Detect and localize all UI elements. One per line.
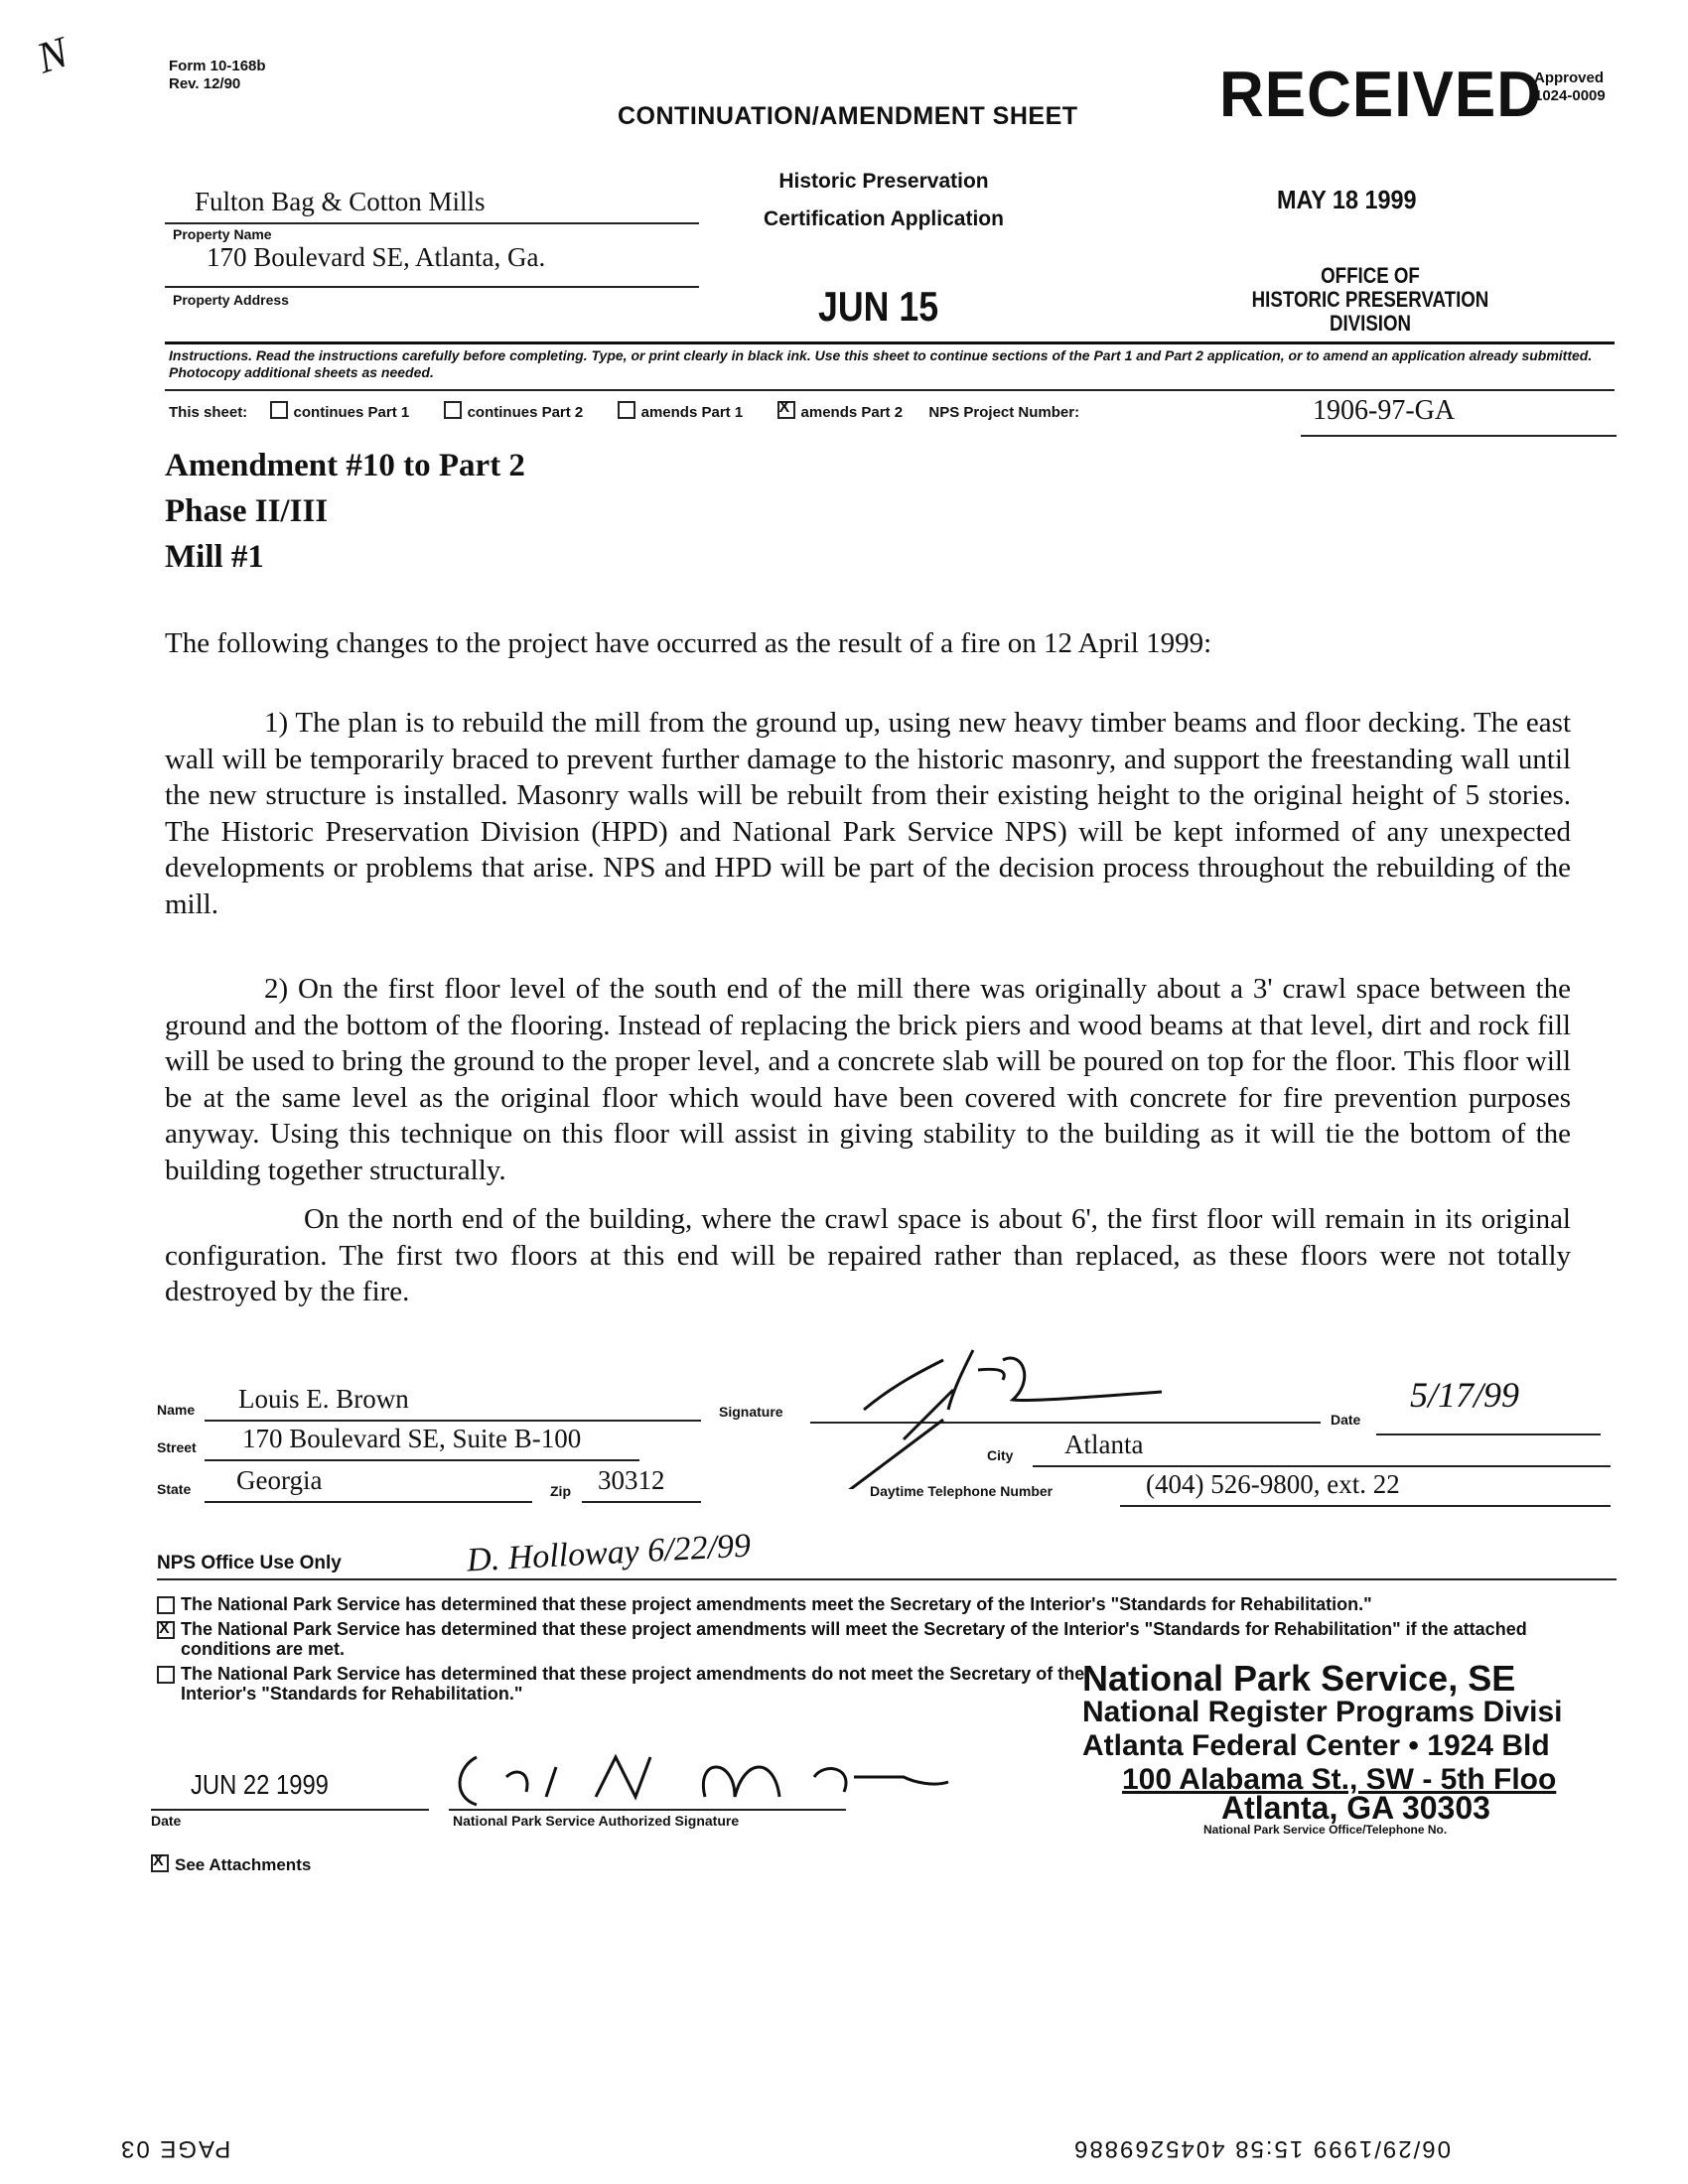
phone-label: Daytime Telephone Number bbox=[870, 1483, 1054, 1499]
determination-meets[interactable] bbox=[157, 1594, 1587, 1614]
checkbox-icon bbox=[618, 401, 635, 419]
nps-office-label: NPS Office Use Only bbox=[157, 1553, 342, 1573]
heading-line3: Mill #1 bbox=[165, 539, 264, 575]
form-title: CONTINUATION/AMENDMENT SHEET bbox=[618, 102, 1078, 130]
determination-text: The National Park Service has determined that these project amendments will meet the Secretary of the Interior's "Standards for Rehabilitation" if the attached conditions are met. bbox=[181, 1619, 1527, 1659]
option-continues-part2[interactable] bbox=[444, 404, 584, 421]
determination-does-not-meet[interactable] bbox=[157, 1664, 1110, 1704]
property-address-label: Property Address bbox=[173, 292, 289, 308]
determination-text: The National Park Service has determined that these project amendments meet the Secretary of the Interior's "Standards for Rehabilitation." bbox=[181, 1594, 1372, 1614]
nps-stamp-line4: 100 Alabama St., SW - 5th Floo bbox=[1122, 1763, 1557, 1796]
nps-address-stamp bbox=[1082, 1658, 1638, 1826]
option-amends-part2[interactable] bbox=[777, 404, 904, 421]
checkbox-icon bbox=[157, 1596, 175, 1614]
subtitle-line1: Historic Preservation bbox=[778, 170, 989, 193]
nps-handwritten-note: D. Holloway 6/22/99 bbox=[466, 1527, 752, 1579]
applicant-date: 5/17/99 bbox=[1410, 1375, 1520, 1415]
option-label: amends Part 2 bbox=[800, 404, 904, 421]
corner-mark: N bbox=[31, 27, 74, 83]
item1-paragraph: 1) The plan is to rebuild the mill from the ground up, using new heavy timber beams and floor decking. The east wall will be temporarily braced to prevent further damage to the historic masonry, and support the freestanding wall until the new structure is installed. Masonry walls will be rebuilt from their existing height to the original height of 5 stories. The Historic Preservation Division (HPD) and National Park Service NPS) will be kept informed of any unexpected developments or problems that arise. NPS and HPD will be part of the decision process throughout the rebuilding of the mill. bbox=[165, 707, 1571, 920]
city-label: City bbox=[987, 1447, 1014, 1463]
this-sheet-row bbox=[169, 401, 1079, 421]
checked-box-icon bbox=[777, 401, 795, 419]
property-name: Fulton Bag & Cotton Mills bbox=[195, 187, 486, 216]
form-number: Form 10-168b bbox=[169, 58, 266, 74]
see-attachments[interactable] bbox=[151, 1854, 311, 1875]
option-continues-part1[interactable] bbox=[270, 404, 410, 421]
determination-text: The National Park Service has determined that these project amendments do not meet the Secretary of the Interior's "Standards for Rehabilitation." bbox=[181, 1664, 1085, 1704]
form-revision: Rev. 12/90 bbox=[169, 75, 241, 92]
omb-approved: Approved bbox=[1534, 69, 1605, 86]
this-sheet-label: This sheet: bbox=[169, 404, 248, 421]
applicant-zip: 30312 bbox=[598, 1465, 665, 1495]
applicant-street: 170 Boulevard SE, Suite B-100 bbox=[242, 1424, 582, 1453]
omb-block bbox=[1534, 69, 1606, 105]
nps-stamp-line3: Atlanta Federal Center • 1924 Bld bbox=[1082, 1729, 1550, 1762]
checked-box-icon bbox=[151, 1854, 169, 1872]
option-label: continues Part 2 bbox=[467, 404, 584, 421]
nps-office-tel-label: National Park Service Office/Telephone No. bbox=[1203, 1823, 1448, 1837]
fax-footer-page: PAGE 03 bbox=[119, 2135, 231, 2162]
applicant-name: Louis E. Brown bbox=[238, 1384, 409, 1414]
signature-label: Signature bbox=[719, 1404, 783, 1420]
item2b-paragraph: On the north end of the building, where the crawl space is about 6', the first floor will remain in its original configuration. The first two floors at this end will be repaired rather than replaced, as these floors were not totally destroyed by the fire. bbox=[165, 1203, 1571, 1307]
state-label: State bbox=[157, 1481, 192, 1497]
name-label: Name bbox=[157, 1402, 196, 1418]
subtitle-line2: Certification Application bbox=[764, 207, 1004, 230]
project-number: 1906-97-GA bbox=[1313, 395, 1456, 426]
checkbox-icon bbox=[157, 1666, 175, 1684]
determination-will-meet[interactable] bbox=[157, 1619, 1587, 1659]
form-subtitle bbox=[735, 163, 1033, 238]
applicant-phone: (404) 526-9800, ext. 22 bbox=[1146, 1469, 1400, 1499]
checkbox-icon bbox=[270, 401, 288, 419]
amendment-heading bbox=[165, 443, 525, 580]
applicant-state: Georgia bbox=[236, 1465, 323, 1495]
received-office-line2: HISTORIC PRESERVATION DIVISION bbox=[1251, 287, 1489, 336]
received-office-line1: OFFICE OF bbox=[1321, 263, 1420, 288]
instructions: Instructions. Read the instructions carefully before completing. Type, or print clearly in black ink. Use this sheet to continue sections of the Part 1 and Part 2 application, or to amend an application already submitted. Photocopy additional sheets as needed. bbox=[169, 347, 1593, 380]
option-label: continues Part 1 bbox=[293, 404, 410, 421]
omb-number: 1024-0009 bbox=[1534, 87, 1606, 104]
item2-paragraph: 2) On the first floor level of the south end of the mill there was originally about a 3' crawl space between the ground and the bottom of the flooring. Instead of replacing the brick piers and wood beams at that level, dirt and rock fill will be used to bring the ground to the proper level, and a concrete slab will be poured on top for the floor. This floor will be at the same level as the original floor which would have been covered with concrete for fire prevention purposes anyway. Using this technique on this floor will assist in giving stability to the building as it will tie the bottom of the building together structurally. bbox=[165, 973, 1571, 1186]
form-number-block bbox=[169, 58, 266, 93]
date-label: Date bbox=[1331, 1412, 1361, 1428]
received-stamp: RECEIVED bbox=[1219, 59, 1542, 131]
option-amends-part1[interactable] bbox=[618, 404, 744, 421]
heading-line2: Phase II/III bbox=[165, 493, 329, 529]
property-name-label: Property Name bbox=[173, 226, 272, 242]
jun15-stamp: JUN 15 bbox=[818, 283, 939, 330]
received-date: MAY 18 1999 bbox=[1277, 185, 1417, 214]
nps-stamp-line2: National Register Programs Divisi bbox=[1082, 1696, 1563, 1728]
checkbox-icon bbox=[444, 401, 462, 419]
intro-paragraph: The following changes to the project have occurred as the result of a fire on 12 April 1999: bbox=[165, 627, 1212, 659]
fax-footer-timestamp: 06/29/1999 15:58 4045269886 bbox=[1072, 2135, 1451, 2162]
project-number-label: NPS Project Number: bbox=[928, 404, 1080, 421]
nps-stamp-line5: Atlanta, GA 30303 bbox=[1221, 1790, 1490, 1826]
nps-date-label: Date bbox=[151, 1813, 182, 1829]
see-attachments-label: See Attachments bbox=[175, 1855, 312, 1874]
received-office bbox=[1210, 264, 1531, 336]
zip-label: Zip bbox=[550, 1483, 571, 1499]
street-label: Street bbox=[157, 1439, 197, 1455]
nps-date: JUN 22 1999 bbox=[191, 1769, 329, 1800]
property-address: 170 Boulevard SE, Atlanta, Ga. bbox=[207, 242, 546, 272]
nps-signature-label: National Park Service Authorized Signature bbox=[453, 1813, 740, 1829]
heading-line1: Amendment #10 to Part 2 bbox=[165, 448, 525, 483]
applicant-city: Atlanta bbox=[1064, 1430, 1144, 1459]
nps-stamp-line1: National Park Service, SE bbox=[1082, 1658, 1516, 1699]
option-label: amends Part 1 bbox=[640, 404, 744, 421]
checked-box-icon bbox=[157, 1621, 175, 1639]
